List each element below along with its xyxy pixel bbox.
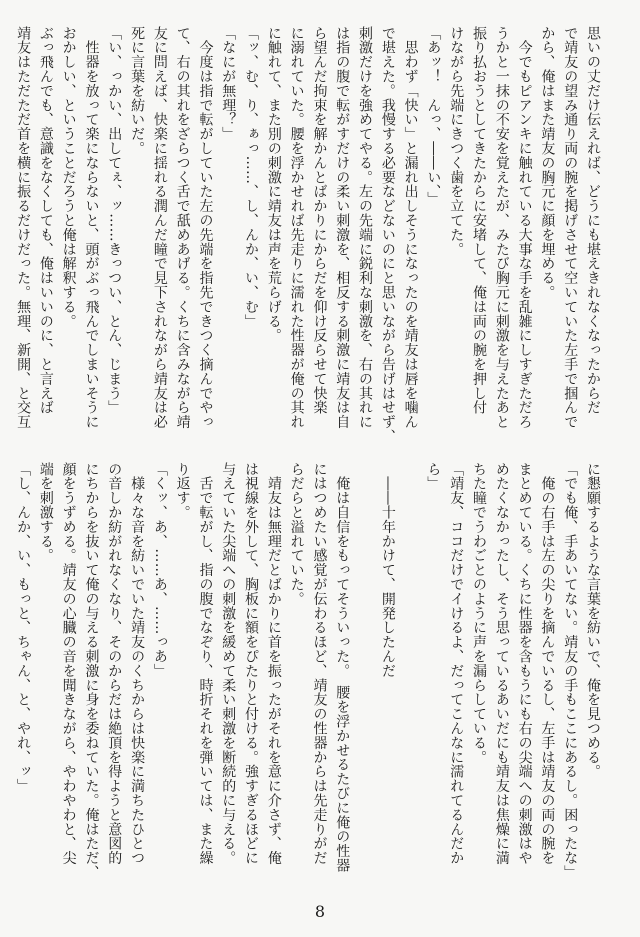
lower-text-block xyxy=(11,462,604,878)
text-line xyxy=(353,462,376,878)
text-line: り返す。 xyxy=(174,462,191,520)
text-line: に溺れていた。腰を浮かせれば先走りに濡れた性器が俺の其れ xyxy=(288,26,305,430)
text-line: 「し、んか、い、もっと、ちゃん、と、やれ、ッ」 xyxy=(15,462,32,794)
text-line: 思わず「快い」と漏れ出しそうになったのを靖友は唇を噛ん xyxy=(402,26,419,430)
text-line: 思いの丈だけ伝えれば、どうにも堪えきれなくなったからだ xyxy=(585,26,601,415)
text-line: の音しか紡がれなくなり、そのからだは絶頂を得ようと意図的 xyxy=(106,462,123,866)
text-line xyxy=(399,462,422,878)
text-line: 刺激だけを強めてやる。左の先端に鋭利な刺激を、右の其れに xyxy=(357,26,374,430)
text-line: にちからを抜いて俺の与える刺激に身を委ねていた。俺はただ、 xyxy=(83,462,100,880)
text-line: めたくなかったし、そう思っているあいだにも靖友は焦燥に満 xyxy=(493,462,510,866)
text-line: 俺の右手は左の尖りを摘んでいるし、左手は靖友の両の腕を xyxy=(539,462,556,866)
text-line: まとめている。くちに性器を含もうにも右の尖端への刺激はや xyxy=(516,462,533,866)
text-line: 「くッ、あ、……あ、……っあ」 xyxy=(151,462,168,678)
text-line: ぶっ飛んでも、意識をなくしても、俺はいいのに、と言えば xyxy=(37,26,54,415)
text-line: 死に言葉を紡いだ。 xyxy=(129,26,146,156)
text-line: 「い、っかい、出してぇ、ッ……きっつい、とん、じまう」 xyxy=(106,26,123,415)
text-line: 舌で転がし、指の腹でなぞり、時折それを弾いては、また繰 xyxy=(197,462,214,866)
text-line: から、俺はまた靖友の胸元に顔を埋める。 xyxy=(539,26,556,300)
text-line: で堪えた。我慢する必要などないのにと思いながら告げはせず、 xyxy=(379,26,396,444)
upper-text-block xyxy=(11,26,604,444)
text-line: に懇願するような言葉を紡いで、俺を見つめる。 xyxy=(585,462,601,779)
text-line: 様々な音を紡いでいた靖友のくちからは快楽に満ちたひとつ xyxy=(129,462,146,866)
text-line: ら望んだ拘束を解かんとばかりにからだを仰け反らせて快楽 xyxy=(311,26,328,415)
text-line: らだらと溢れていた。 xyxy=(288,462,305,606)
text-line: 端を刺激する。 xyxy=(37,462,54,563)
text-line: に触れて、また別の刺激に靖友は声を荒らげる。 xyxy=(265,26,282,343)
text-line: 「あッ！ んっ、――い、」 xyxy=(425,26,442,207)
text-line: 「なにが無理？」 xyxy=(220,26,237,142)
text-line: は指の腹で転がすだけの柔い刺激を、相反する刺激に靖友は自 xyxy=(334,26,351,430)
text-line: て、右の其れをざらつく舌で舐めあげる。くちに含みながら靖 xyxy=(174,26,191,430)
text-line: 与えていた尖端への刺激を緩めて柔い刺激を断続的に与える。 xyxy=(220,462,237,866)
text-line: うかと一抹の不安を覚えたが、みたび胸元に刺激を与えたあと xyxy=(493,26,510,430)
text-line: 靖友はただただ首を横に振るだけだった。無理、新開、と交互 xyxy=(15,26,32,430)
text-line: 顔をうずめる。靖友の心臓の音を聞きながら、やわやわと、尖 xyxy=(60,462,77,866)
text-line: にはつめたい感覚が伝わるほど、靖友の性器からは先走りがだ xyxy=(311,462,328,866)
text-line: けながら先端にきつく歯を立てた。 xyxy=(448,26,465,257)
text-line: ちた瞳でうわごとのように声を漏らしている。 xyxy=(471,462,488,765)
text-line: 振り払おうとしてきたからに安堵して、俺は両の腕を押し付 xyxy=(471,26,488,415)
text-line: で靖友の望み通り両の腕を掲げさせて空いていた左手で掴んで xyxy=(562,26,579,430)
text-line: おかしい、ということだろうと俺は解釈する。 xyxy=(60,26,77,329)
text-line: 性器を放って楽にならないと、頭がぶっ飛んでしまいそうに xyxy=(83,26,100,430)
text-line: 今でもピアンキに触れている大事な手を乱雑にしすぎただろ xyxy=(516,26,533,430)
text-line: 「でも俺、手あいてない。靖友の手もここにあるし。困ったな」 xyxy=(562,462,579,880)
text-line: 「ッ、む、り、ぁっ……、し、んか、い、む」 xyxy=(243,26,260,329)
text-line: ――十年かけて、開発したんだ xyxy=(379,462,396,678)
text-line: 今度は指で転がしていた左の先端を指先できつく摘んでやっ xyxy=(197,26,214,430)
text-line: は視線を外して、胸板に額をぴたりと付ける。強すぎるほどに xyxy=(243,462,260,866)
text-line: 友に問えば、快楽に揺れる潤んだ瞳で見下されながら靖友は必 xyxy=(151,26,168,430)
page-number: 8 xyxy=(314,902,326,921)
text-line: 俺は自信をもってそういった。 腰を浮かせるたびに俺の性器 xyxy=(334,462,351,873)
text-line: 「靖友、ココだけでイけるよ、だってこんなに濡れてるんだか xyxy=(448,462,465,866)
text-line: ら」 xyxy=(425,462,442,491)
text-line: 靖友は無理だとばかりに首を振ったがそれを意に介さず、俺 xyxy=(265,462,282,866)
